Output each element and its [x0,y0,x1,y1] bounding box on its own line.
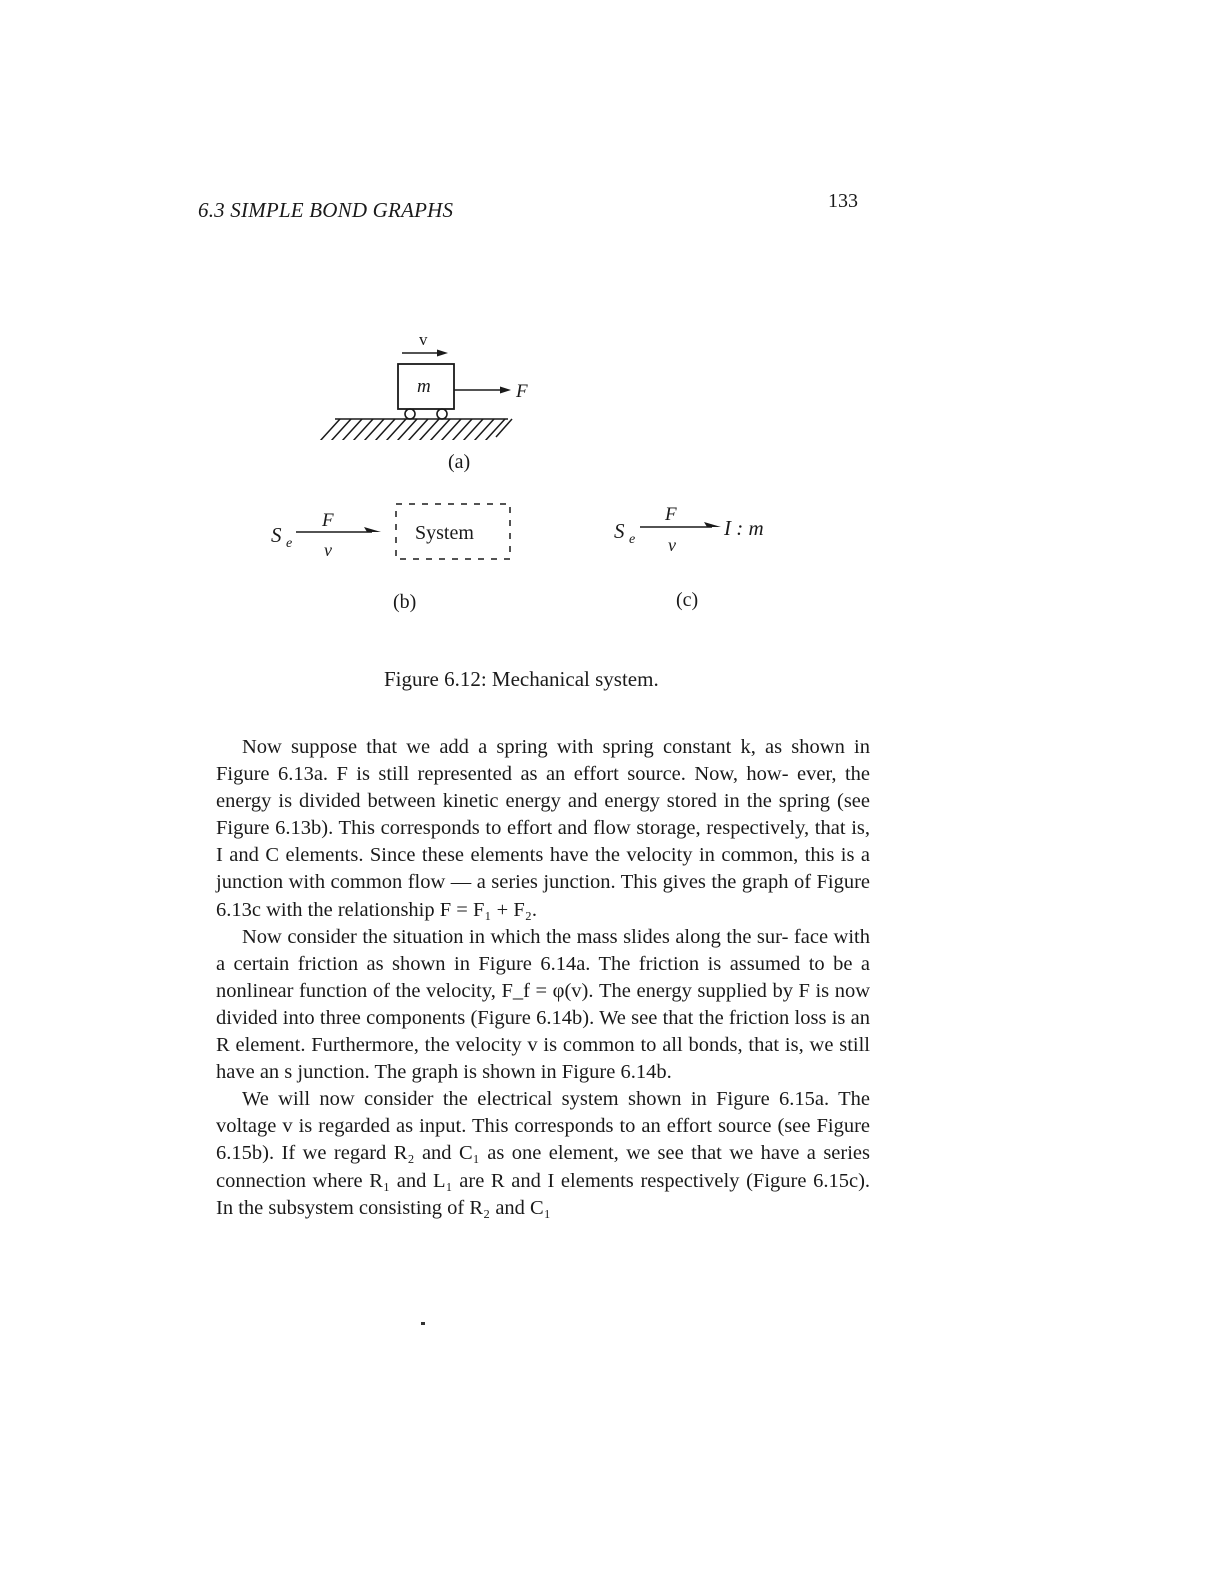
page-number: 133 [828,190,858,212]
text-line: — a series junction. This gives the graph of Figure 6.13c with the [216,871,871,921]
text-line: The voltage v is regarded as input. This corresponds to an effort source [216,1088,870,1138]
text-line: We will now consider the electrical system shown in Figure 6.15a. [242,1088,830,1111]
paragraph [216,1086,870,1221]
inertia-label: I : m [724,516,764,540]
mass-label: m [417,376,431,397]
source-label: S [614,519,625,543]
panel-b [271,504,510,613]
panel-a-sublabel: (a) [448,451,471,473]
flow-label: v [668,535,676,555]
paragraph [216,924,870,1087]
text-line: storage, respectively, that is, I and C elements. Since these elements [216,817,870,867]
source-label: S [271,523,282,547]
text-line: we have a series connection where R₁ and L₁ are R and I elements [216,1142,870,1192]
text-line: Now consider the situation in which the mass slides along the sur- [242,925,789,948]
wheel-left [405,409,415,419]
system-label: System [415,522,474,544]
running-head: 6.3 SIMPLE BOND GRAPHS [198,198,454,222]
text-line: assumed to be a nonlinear function of the velocity, F_f = φ(v). The [216,952,871,1002]
body-text [216,734,870,1222]
effort-label: F [322,510,334,531]
panel-b-sublabel: (b) [393,591,417,613]
wheel-right [437,409,447,419]
text-line: velocity v is common to all bonds, that is, we still have an s junction. [216,1034,870,1084]
text-line: in the spring (see Figure 6.13b). This corresponds to effort and flow [216,790,871,840]
effort-label: F [665,504,677,525]
velocity-label: v [419,330,428,349]
figure-caption: Figure 6.12: Mechanical system. [384,667,659,691]
source-subscript: e [629,532,636,547]
text-line: ever, the energy is divided between kinetic energy and energy stored [216,763,871,813]
text-line: Now suppose that we add a spring with spring constant k, as shown [242,736,845,758]
text-line: The graph is shown in Figure 6.14b. [374,1061,672,1084]
ground-hatching [320,419,512,441]
panel-c [614,504,764,611]
text-line: energy supplied by F is now divided into three components (Figure [216,979,870,1029]
text-line: relationship F = F₁ + F₂. [337,898,537,921]
text-line: 6.14b). We see that the friction loss is an R element. Furthermore, the [216,1006,870,1057]
text-line: have the velocity in common, this is a junction with common flow [216,844,871,894]
force-arrowhead [500,387,511,394]
velocity-arrowhead [437,350,448,357]
flow-label: v [324,540,332,560]
text-line: face with a certain friction as shown in Figure 6.14a. The friction is [216,925,870,975]
source-subscript: e [286,536,293,551]
figure-6-12 [0,0,1224,720]
paragraph [216,734,870,924]
text-line: in Figure 6.13a. F is still represented as an effort source. Now, how- [216,736,870,786]
text-line: respectively (Figure 6.15c). In the subsystem consisting of R₂ and C₁ [216,1169,871,1219]
stray-mark [421,1322,425,1325]
panel-c-sublabel: (c) [676,589,699,611]
force-label: F [516,381,528,402]
panel-a [320,330,528,473]
text-line: (see Figure 6.15b). If we regard R₂ and C₁ as one element, we see that [216,1115,871,1165]
